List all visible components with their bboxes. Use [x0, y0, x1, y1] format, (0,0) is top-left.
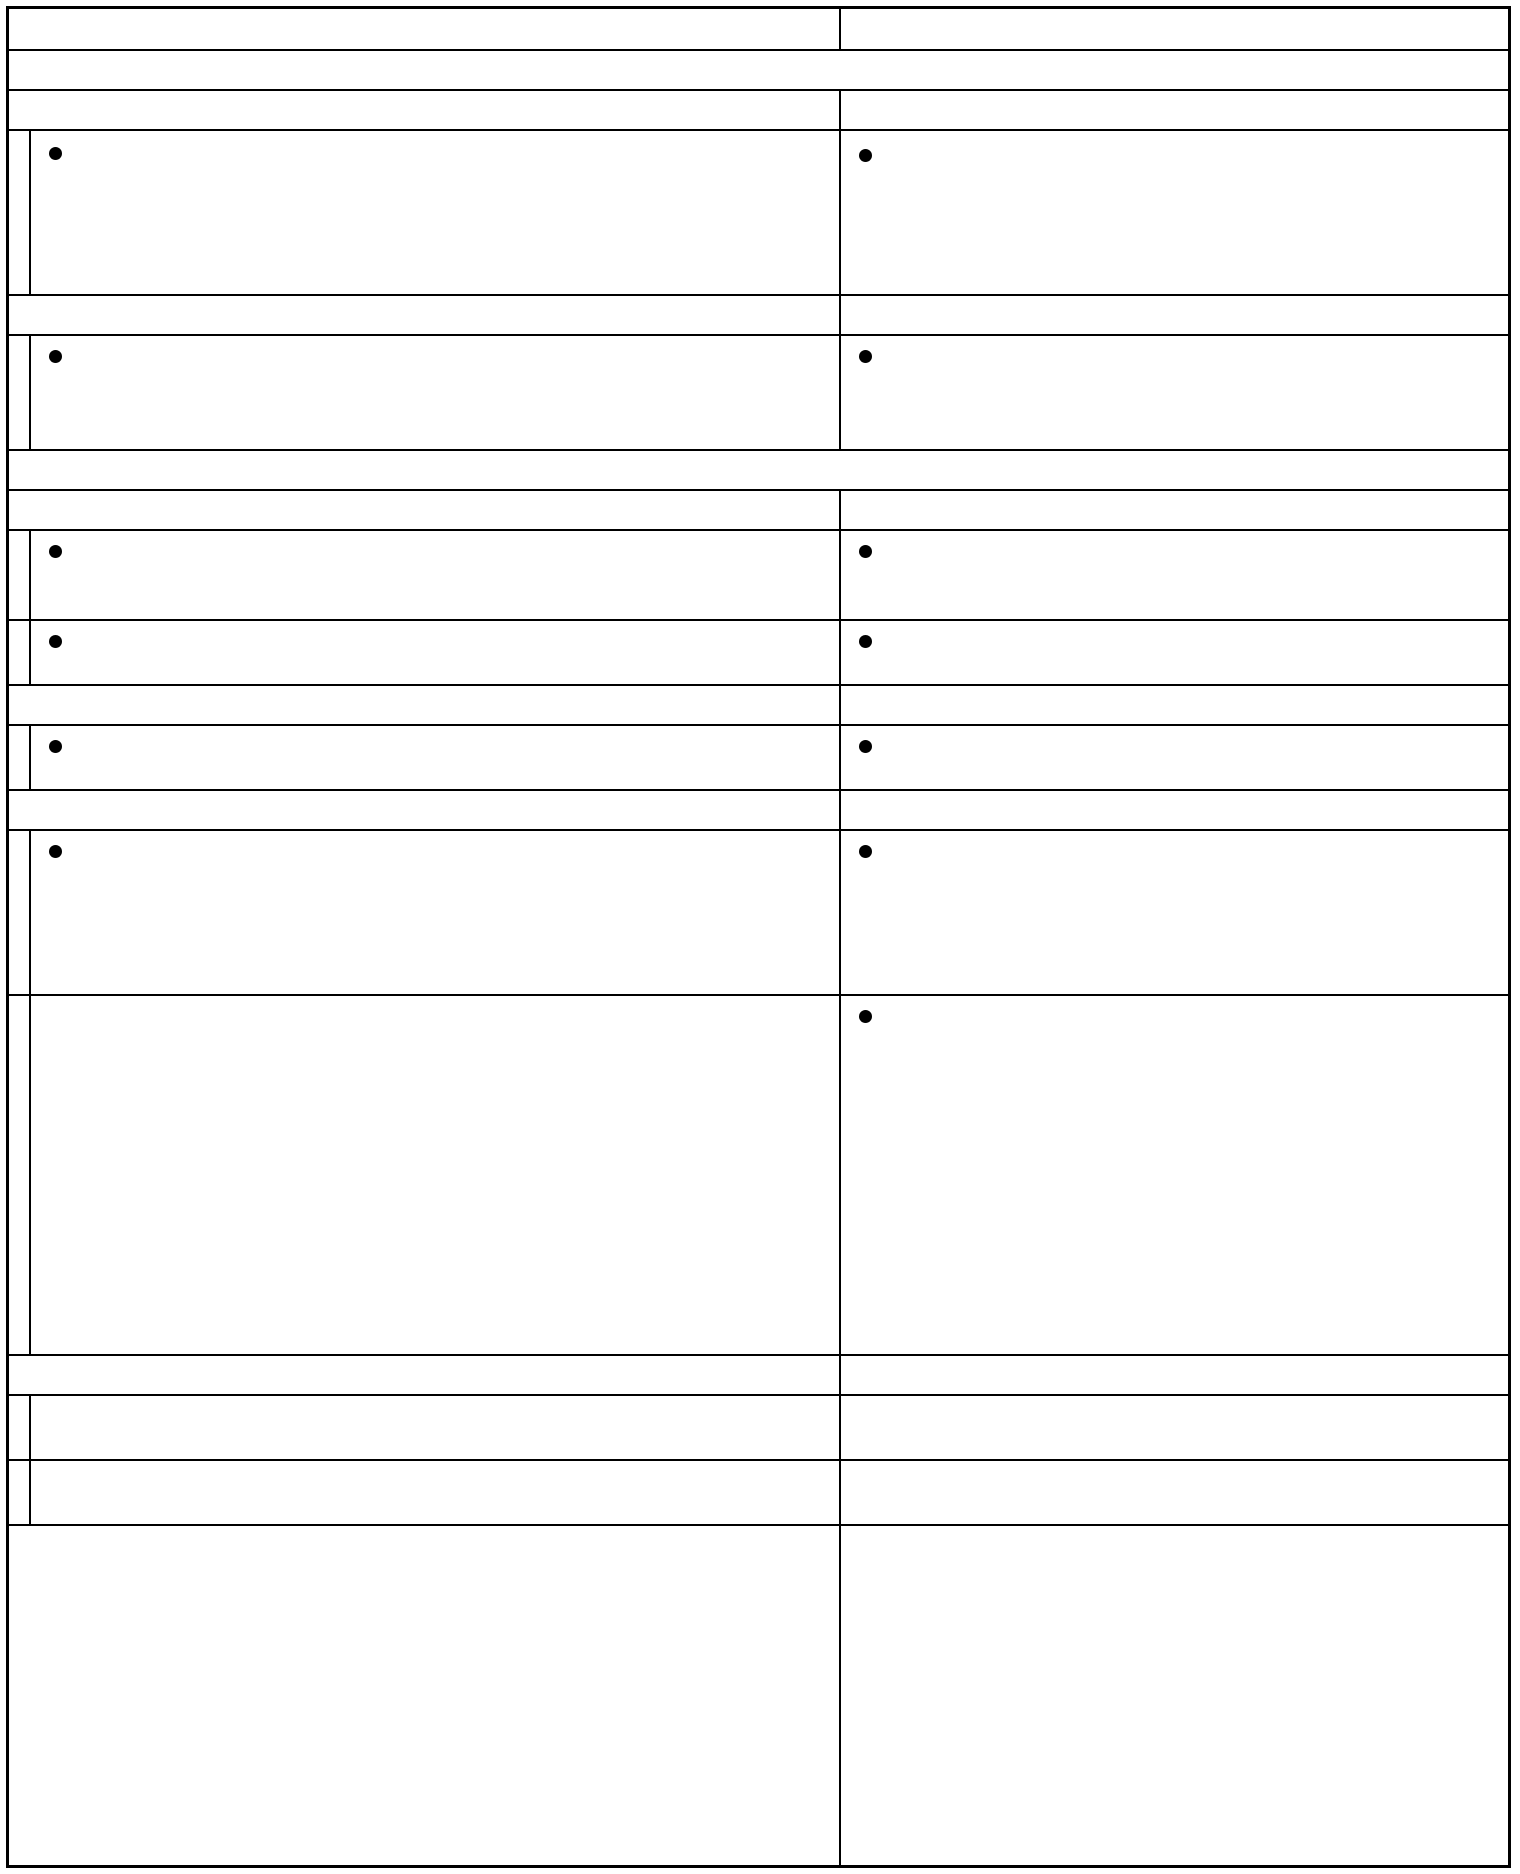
- row-divider: [9, 49, 1508, 51]
- indent-rule: [29, 724, 31, 789]
- bullet-icon: [49, 845, 62, 858]
- diagnostic-table: [6, 6, 1511, 1868]
- column-divider: [839, 89, 841, 449]
- row-divider: [9, 529, 1508, 531]
- bullet-icon: [859, 740, 872, 753]
- row-divider: [9, 1394, 1508, 1396]
- bullet-icon: [49, 635, 62, 648]
- bullet-icon: [49, 350, 62, 363]
- column-divider: [839, 9, 841, 49]
- row-divider: [9, 789, 1508, 791]
- row-divider: [9, 489, 1508, 491]
- row-divider: [9, 294, 1508, 296]
- indent-rule: [29, 1394, 31, 1524]
- row-divider: [9, 829, 1508, 831]
- row-divider: [9, 334, 1508, 336]
- bullet-icon: [49, 545, 62, 558]
- row-divider: [9, 1524, 1508, 1526]
- bullet-icon: [859, 149, 872, 162]
- indent-rule: [29, 829, 31, 1354]
- row-divider: [9, 89, 1508, 91]
- bullet-icon: [859, 545, 872, 558]
- bullet-icon: [49, 740, 62, 753]
- bullet-icon: [859, 845, 872, 858]
- bullet-icon: [859, 635, 872, 648]
- row-divider: [9, 1459, 1508, 1461]
- bullet-icon: [859, 1010, 872, 1023]
- indent-rule: [29, 334, 31, 449]
- row-divider: [9, 129, 1508, 131]
- row-divider: [9, 449, 1508, 451]
- indent-rule: [29, 129, 31, 294]
- indent-rule: [29, 529, 31, 684]
- bullet-icon: [859, 350, 872, 363]
- row-divider: [9, 619, 1508, 621]
- row-divider: [9, 994, 1508, 996]
- row-divider: [9, 724, 1508, 726]
- row-divider: [9, 1354, 1508, 1356]
- column-divider: [839, 489, 841, 1865]
- row-divider: [9, 684, 1508, 686]
- bullet-icon: [49, 147, 62, 160]
